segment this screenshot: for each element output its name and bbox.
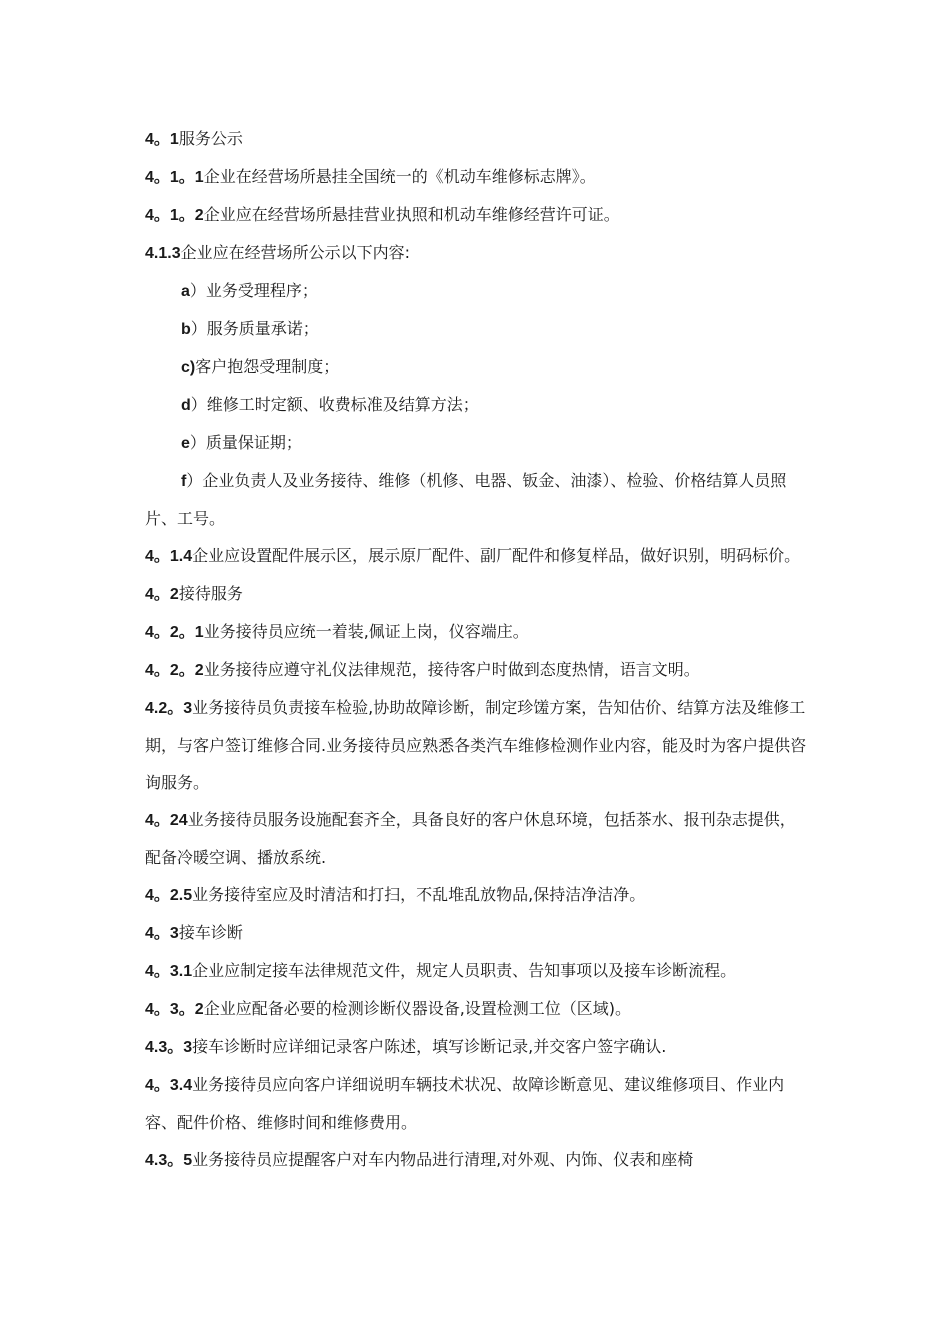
paragraph [145, 120, 810, 158]
paragraph-text: 接车诊断时应详细记录客户陈述，填写诊断记录,并交客户签字确认. [192, 1037, 667, 1056]
paragraph [145, 689, 810, 801]
paragraph-text: 业务接待员应统一着装,佩证上岗，仪容端庄。 [203, 622, 529, 641]
section-number: 4。2。1 [145, 624, 204, 641]
section-number: e [181, 435, 190, 452]
paragraph-text: 业务接待员服务设施配套齐全，具备良好的客户休息环境，包括茶水、报刊杂志提供，配备冷暖空调、播放系统. [145, 810, 796, 867]
section-number: 4。2.5 [145, 887, 193, 904]
paragraph-text: ）质量保证期； [189, 433, 302, 452]
section-number: 4.3。5 [145, 1152, 193, 1169]
paragraph [145, 876, 810, 914]
paragraph-text: 服务公示 [178, 129, 243, 148]
paragraph-text: 接车诊断 [178, 923, 243, 942]
paragraph-text: 企业应在经营场所公示以下内容: [180, 243, 410, 262]
section-number: d [181, 397, 191, 414]
paragraph-text: ）企业负责人及业务接待、维修（机修、电器、钣金、油漆）、检验、价格结算人员照片、工号。 [145, 471, 787, 528]
section-number: 4。3。2 [145, 1001, 204, 1018]
section-number: 4.3。3 [145, 1039, 193, 1056]
paragraph [145, 952, 810, 990]
paragraph-text: ）服务质量承诺； [190, 319, 319, 338]
paragraph-text: 企业应制定接车法律规范文件，规定人员职责、告知事项以及接车诊断流程。 [192, 961, 737, 980]
section-number: 4。1 [145, 131, 179, 148]
paragraph [145, 234, 810, 272]
paragraph-text: 企业应在经营场所悬挂营业执照和机动车维修经营许可证。 [203, 205, 620, 224]
section-number: 4。1.4 [145, 548, 193, 565]
paragraph [145, 310, 810, 348]
paragraph [145, 1141, 810, 1179]
paragraph-text: 客户抱怨受理制度； [195, 357, 340, 376]
paragraph [145, 1066, 810, 1141]
paragraph [145, 158, 810, 196]
paragraph-text: 企业应设置配件展示区，展示原厂配件、副厂配件和修复样品，做好识别，明码标价。 [192, 546, 801, 565]
paragraph [145, 575, 810, 613]
paragraph-text: 业务接待室应及时清洁和打扫，不乱堆乱放物品,保持洁净洁净。 [192, 885, 646, 904]
section-number: 4。3.1 [145, 963, 193, 980]
section-number: 4。2 [145, 586, 179, 603]
section-number: 4。3.4 [145, 1077, 193, 1094]
paragraph [145, 272, 810, 310]
paragraph [145, 537, 810, 575]
paragraph-text: 业务接待员应向客户详细说明车辆技术状况、故障诊断意见、建议维修项目、作业内容、配件价格、维修时间和维修费用。 [145, 1075, 785, 1132]
paragraph [145, 462, 810, 537]
paragraph-text: 接待服务 [178, 584, 243, 603]
section-number: 4.2。3 [145, 700, 193, 717]
section-number: 4。24 [145, 812, 188, 829]
paragraph-text: 业务接待员负责接车检验,协助故障诊断，制定珍馐方案，告知估价、结算方法及维修工期，与客户签订维修合同.业务接待员应熟悉各类汽车维修检测作业内容，能及时为客户提供咨询服务。 [145, 698, 807, 792]
paragraph-text: 业务接待应遵守礼仪法律规范，接待客户时做到态度热情，语言文明。 [203, 660, 700, 679]
paragraph [145, 348, 810, 386]
paragraph-text: 业务接待员应提醒客户对车内物品进行清理,对外观、内饰、仪表和座椅 [192, 1150, 694, 1169]
paragraph [145, 424, 810, 462]
paragraph [145, 1028, 810, 1066]
document-body [145, 120, 810, 1179]
section-number: 4。1。1 [145, 169, 204, 186]
paragraph [145, 914, 810, 952]
paragraph [145, 196, 810, 234]
section-number: a [181, 283, 190, 300]
section-number: 4.1.3 [145, 245, 181, 262]
section-number: f [181, 473, 187, 490]
paragraph [145, 651, 810, 689]
section-number: 4。2。2 [145, 662, 204, 679]
paragraph [145, 613, 810, 651]
paragraph [145, 801, 810, 876]
paragraph-text: ）维修工时定额、收费标准及结算方法； [190, 395, 479, 414]
section-number: 4。3 [145, 925, 179, 942]
paragraph-text: 企业应配备必要的检测诊断仪器设备,设置检测工位（区域)。 [203, 999, 632, 1018]
paragraph [145, 990, 810, 1028]
paragraph-text: ）业务受理程序； [189, 281, 318, 300]
section-number: c) [181, 359, 196, 376]
paragraph-text: 企业在经营场所悬挂全国统一的《机动车维修标志牌》。 [203, 167, 596, 186]
section-number: b [181, 321, 191, 338]
paragraph [145, 386, 810, 424]
section-number: 4。1。2 [145, 207, 204, 224]
